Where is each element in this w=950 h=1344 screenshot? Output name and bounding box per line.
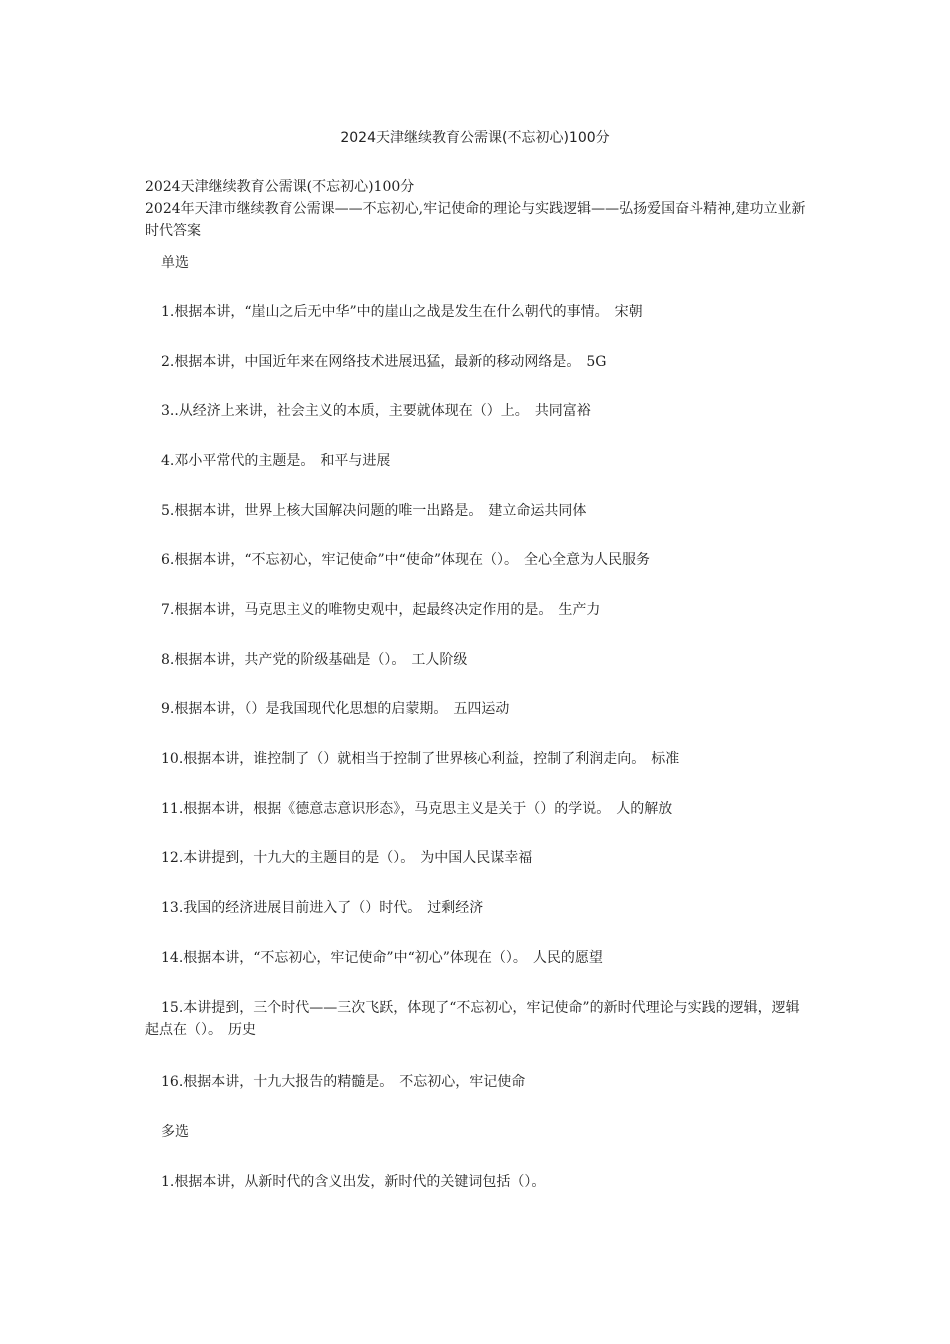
question-answer: 共同富裕 [534,403,591,419]
question-item [145,997,810,1041]
question-item [145,450,810,472]
question-text: 4.邓小平常代的主题是。 [161,453,315,469]
question-text: 16.根据本讲，十九大报告的精髓是。 [161,1074,394,1090]
question-text: 1.根据本讲，“崖山之后无中华”中的崖山之战是发生在什么朝代的事情。 [161,304,609,320]
question-answer: 工人阶级 [411,652,468,668]
question-answer: 历史 [228,1022,256,1038]
question-text: 9.根据本讲，（）是我国现代化思想的启蒙期。 [161,701,448,717]
question-item [145,1171,810,1193]
question-item [145,698,810,720]
question-text: 2.根据本讲，中国近年来在网络技术进展迅猛，最新的移动网络是。 [161,354,581,370]
question-item [145,549,810,571]
question-text: 8.根据本讲，共产党的阶级基础是（）。 [161,652,406,668]
question-item [145,599,810,621]
question-answer: 5G [586,354,607,370]
question-answer: 建立命运共同体 [488,503,587,519]
question-answer: 宋朝 [614,304,643,320]
intro-line-2: 2024年天津市继续教育公需课——不忘初心,牢记使命的理论与实践逻辑——弘扬爱国奋斗精神,建功立业新时代答案 [145,201,806,239]
section-label-multi: 多选 [161,1124,189,1140]
question-answer: 为中国人民谋幸福 [420,850,533,866]
document-title: 2024天津继续教育公需课(不忘初心)100分 [340,130,610,146]
question-answer: 标准 [651,751,680,767]
question-item [145,649,810,671]
intro-line-1: 2024天津继续教育公需课(不忘初心)100分 [145,179,415,195]
question-item [145,798,810,820]
question-item [145,500,810,522]
question-text: 11.根据本讲，根据《德意志意识形态》，马克思主义是关于（）的学说。 [161,801,611,817]
question-text: 7.根据本讲，马克思主义的唯物史观中，起最终决定作用的是。 [161,602,553,618]
question-text: 12.本讲提到，十九大的主题目的是（）。 [161,850,415,866]
question-answer: 过剩经济 [427,900,484,916]
question-text: 3..从经济上来讲，社会主义的本质，主要就体现在（）上。 [161,403,529,419]
question-item [145,947,810,969]
question-answer: 五四运动 [453,701,510,717]
question-answer: 人民的愿望 [532,950,603,966]
question-text: 14.根据本讲，“不忘初心，牢记使命”中“初心”体现在（）。 [161,950,527,966]
section-label-single: 单选 [161,255,189,271]
question-item [145,351,810,373]
question-item [145,748,810,770]
question-item [145,301,810,323]
question-item [145,1071,810,1093]
document-intro [145,176,810,242]
question-text: 15.本讲提到，三个时代——三次飞跃，体现了“不忘初心，牢记使命”的新时代理论与实践的逻辑，逻辑起点在（）。 [145,1000,800,1038]
question-answer: 全心全意为人民服务 [524,552,650,568]
question-text: 1.根据本讲，从新时代的含义出发，新时代的关键词包括（）。 [161,1174,546,1190]
question-item [145,897,810,919]
question-text: 13.我国的经济进展目前进入了（）时代。 [161,900,422,916]
question-answer: 人的解放 [616,801,673,817]
question-answer: 生产力 [558,602,601,618]
question-text: 10.根据本讲，谁控制了（）就相当于控制了世界核心利益，控制了利润走向。 [161,751,646,767]
question-item [145,847,810,869]
question-item [145,400,810,422]
question-text: 6.根据本讲，“不忘初心，牢记使命”中“使命”体现在（）。 [161,552,518,568]
question-answer: 和平与进展 [320,453,391,469]
question-answer: 不忘初心，牢记使命 [399,1074,526,1090]
question-text: 5.根据本讲，世界上核大国解决问题的唯一出路是。 [161,503,483,519]
